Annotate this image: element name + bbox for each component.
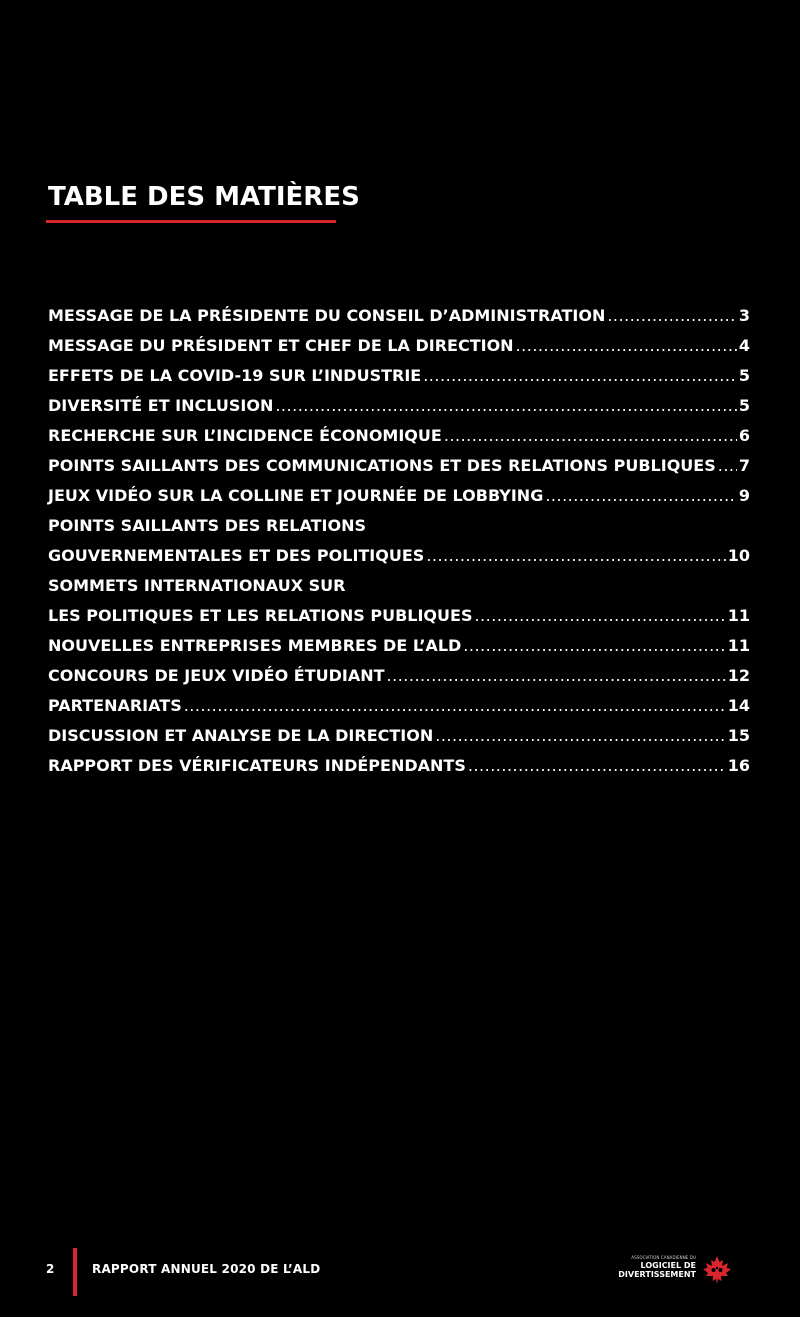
toc-entry-page: 5 [738,396,750,415]
toc-line [48,691,750,721]
toc-line [48,661,750,691]
toc-entry-label: POINTS SAILLANTS DES COMMUNICATIONS ET DES RELATIONS PUBLIQUES [48,456,716,475]
logo-wordmark [618,1255,696,1279]
toc-line [48,601,750,631]
logo-line2: DIVERTISSEMENT [618,1270,696,1279]
toc-line [48,571,750,601]
maple-leaf-controller-icon [702,1255,732,1285]
toc-entry-label-line1: POINTS SAILLANTS DES RELATIONS [48,516,366,535]
toc-entry[interactable] [48,721,750,751]
toc-entry[interactable] [48,451,750,481]
footer-divider [73,1248,77,1296]
toc-entry[interactable] [48,751,750,781]
toc-entry[interactable] [48,421,750,451]
toc-line [48,421,750,451]
toc-line [48,541,750,571]
page-title: TABLE DES MATIÈRES [48,182,360,212]
toc-dot-leader [387,661,726,691]
toc-entry-page: 11 [727,636,750,655]
toc-entry-page: 16 [727,756,750,775]
toc-entry-page: 10 [727,546,750,565]
toc-entry[interactable] [48,331,750,361]
toc-dot-leader [607,301,737,331]
toc-entry[interactable] [48,691,750,721]
toc-entry[interactable] [48,391,750,421]
toc-entry[interactable] [48,571,750,631]
toc-entry-page: 15 [727,726,750,745]
toc-entry-label: LES POLITIQUES ET LES RELATIONS PUBLIQUES [48,606,473,625]
toc-entry-page: 12 [727,666,750,685]
toc-entry[interactable] [48,511,750,571]
toc-line [48,451,750,481]
toc-dot-leader [426,541,725,571]
toc-entry-label: EFFETS DE LA COVID-19 SUR L’INDUSTRIE [48,366,422,385]
toc-entry-label-line1: SOMMETS INTERNATIONAUX SUR [48,576,346,595]
toc-entry[interactable] [48,661,750,691]
toc-entry-page: 5 [738,366,750,385]
toc-line [48,481,750,511]
toc-dot-leader [435,721,726,751]
toc-entry[interactable] [48,631,750,661]
toc-entry[interactable] [48,301,750,331]
toc-line [48,751,750,781]
toc-entry-page: 4 [738,336,750,355]
toc-dot-leader [275,391,737,421]
toc-line [48,361,750,391]
toc-line [48,511,750,541]
toc-entry[interactable] [48,361,750,391]
toc-dot-leader [468,751,726,781]
organization-logo [606,1255,732,1285]
toc-entry-label: MESSAGE DE LA PRÉSIDENTE DU CONSEIL D’ADMINISTRATION [48,306,606,325]
logo-small-text: ASSOCIATION CANADIENNE DU [631,1255,696,1260]
toc-entry-label: MESSAGE DU PRÉSIDENT ET CHEF DE LA DIRECTION [48,336,514,355]
toc-entry-label: RECHERCHE SUR L’INCIDENCE ÉCONOMIQUE [48,426,442,445]
toc-entry-page: 11 [727,606,750,625]
logo-line1: LOGICIEL DE [640,1261,696,1270]
toc-dot-leader [184,691,726,721]
toc-entry-label: RAPPORT DES VÉRIFICATEURS INDÉPENDANTS [48,756,466,775]
toc-entry-page: 3 [738,306,750,325]
page-number: 2 [46,1262,55,1276]
toc-header [46,178,362,223]
toc-entry-page: 14 [727,696,750,715]
toc-entry[interactable] [48,481,750,511]
toc-line [48,391,750,421]
toc-dot-leader [718,451,737,481]
toc-entry-label: DISCUSSION ET ANALYSE DE LA DIRECTION [48,726,434,745]
toc-line [48,721,750,751]
page-footer [0,1245,800,1297]
toc-line [48,301,750,331]
toc-line [48,631,750,661]
toc-dot-leader [423,361,737,391]
toc-dot-leader [444,421,737,451]
toc-dot-leader [474,601,725,631]
table-of-contents [48,301,750,781]
title-underline [46,220,336,223]
toc-dot-leader [516,331,737,361]
report-title: RAPPORT ANNUEL 2020 DE L’ALD [92,1262,321,1276]
toc-entry-label: CONCOURS DE JEUX VIDÉO ÉTUDIANT [48,666,385,685]
toc-line [48,331,750,361]
toc-entry-label: JEUX VIDÉO SUR LA COLLINE ET JOURNÉE DE LOBBYING [48,486,544,505]
toc-entry-page: 6 [738,426,750,445]
toc-entry-label: NOUVELLES ENTREPRISES MEMBRES DE L’ALD [48,636,462,655]
toc-entry-page: 9 [738,486,750,505]
toc-dot-leader [463,631,725,661]
toc-entry-label: PARTENARIATS [48,696,182,715]
toc-entry-label: DIVERSITÉ ET INCLUSION [48,396,274,415]
toc-entry-label: GOUVERNEMENTALES ET DES POLITIQUES [48,546,425,565]
toc-dot-leader [545,481,737,511]
toc-entry-page: 7 [738,456,750,475]
